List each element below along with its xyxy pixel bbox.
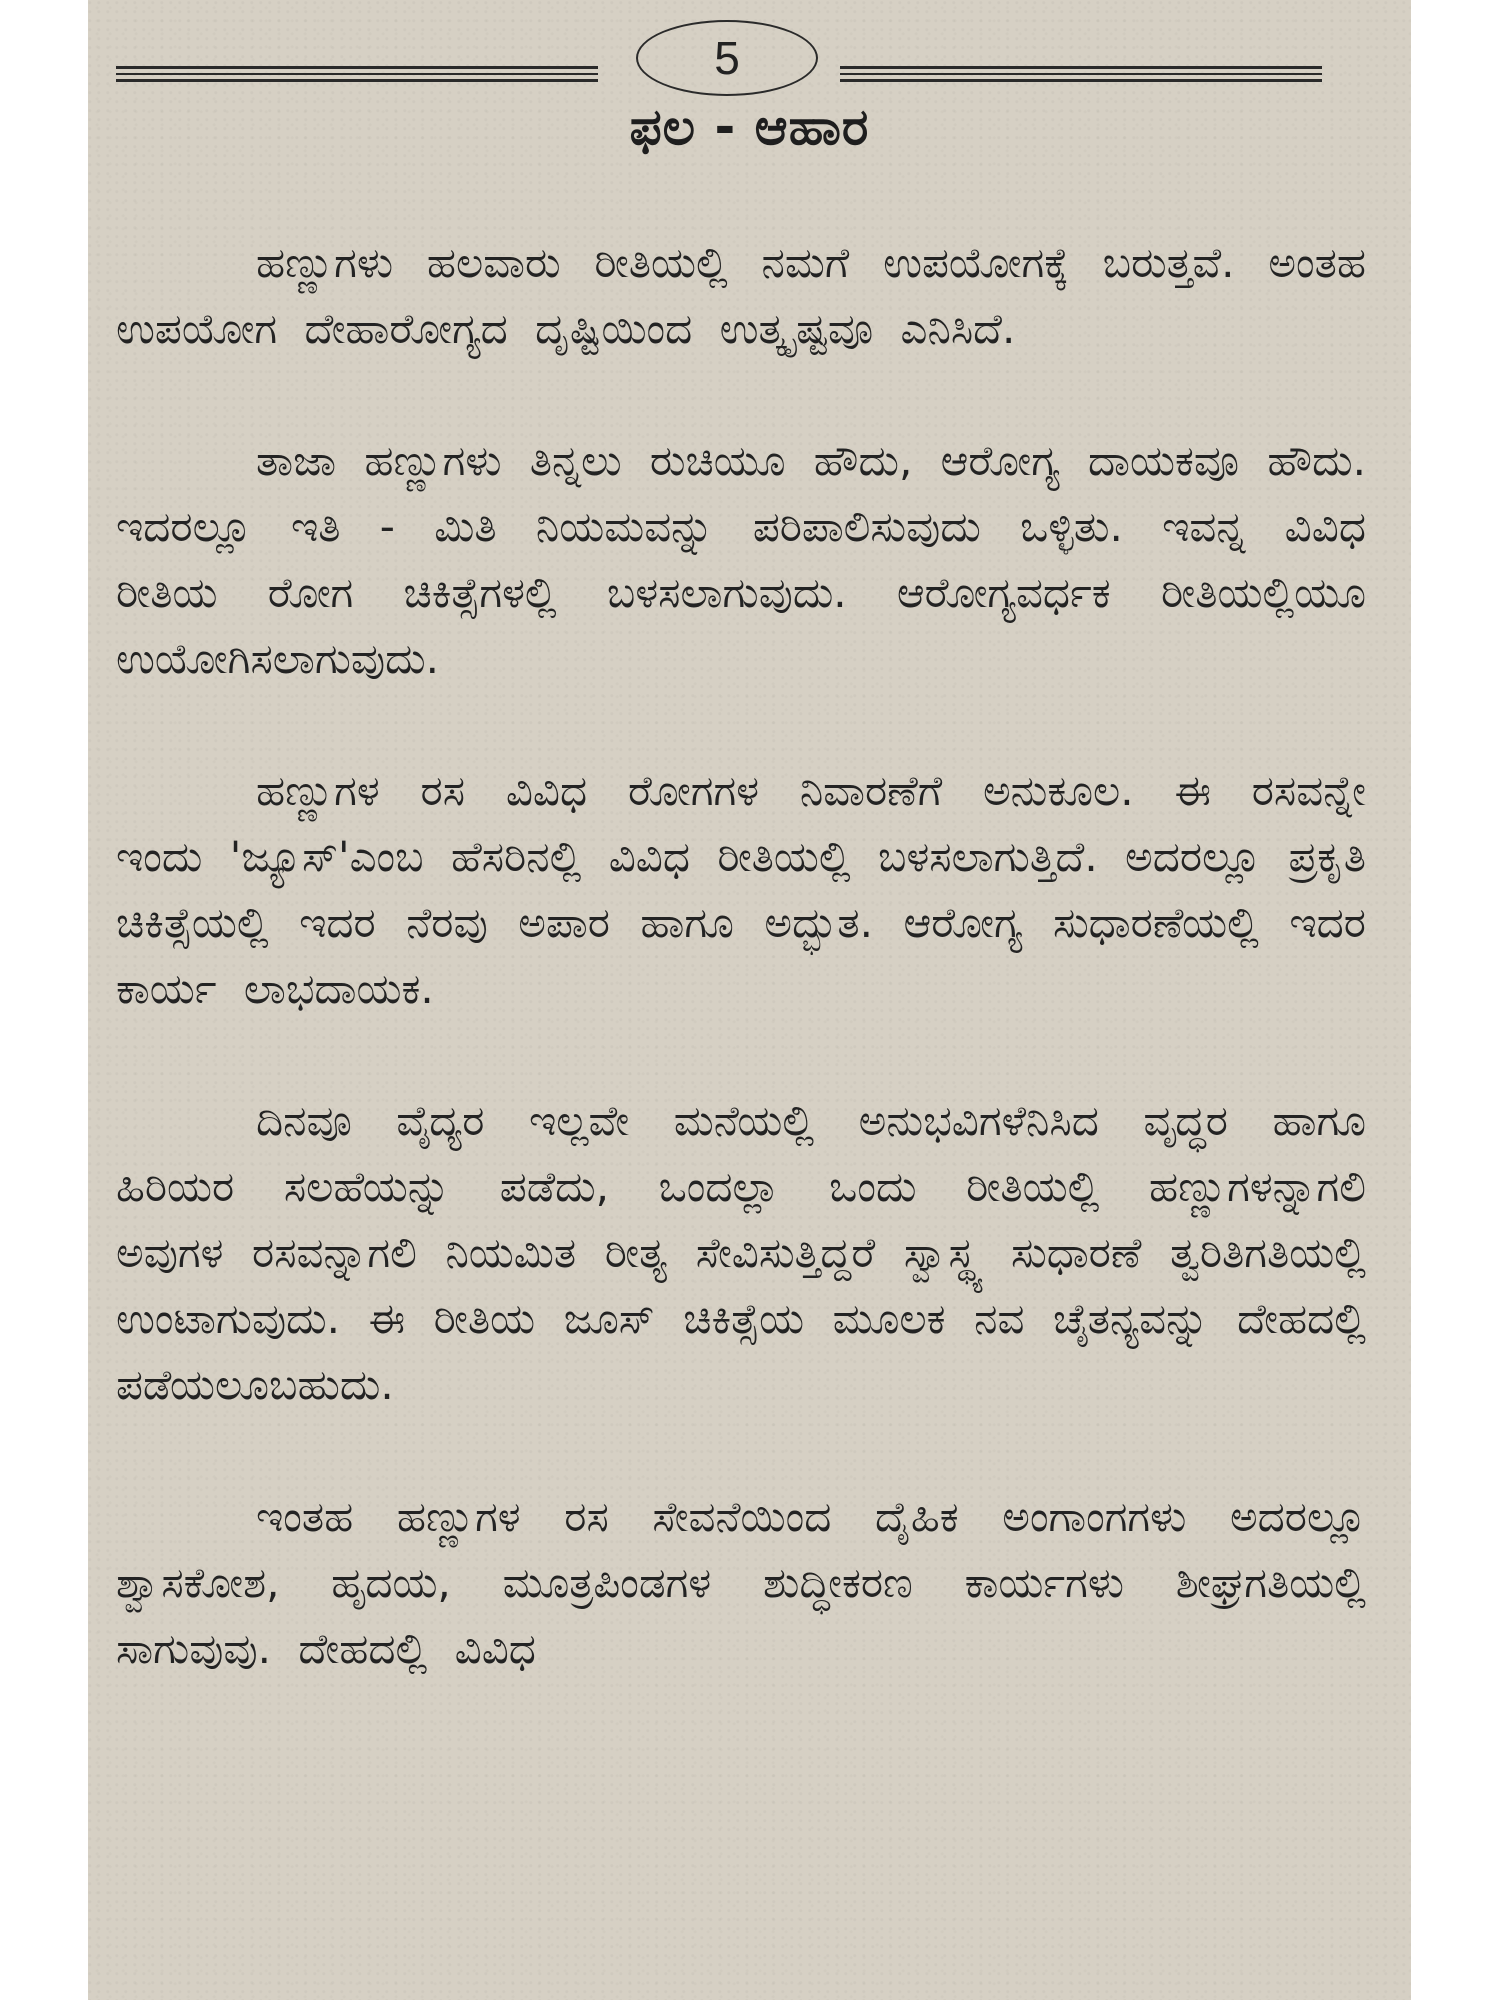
paragraph-3: ಹಣ್ಣುಗಳ ರಸ ವಿವಿಧ ರೋಗಗಳ ನಿವಾರಣೆಗೆ ಅನುಕೂಲ. ಈ ರಸವನ್ನೇ ಇಂದು 'ಜ್ಯೂಸ್'ಎಂಬ ಹೆಸರಿನಲ್ಲಿ ವಿವಿಧ ರೀತಿಯಲ್ಲಿ ಬಳಸಲಾಗುತ್ತಿದೆ. ಅದರಲ್ಲೂ ಪ್ರಕೃತಿ ಚಿಕಿತ್ಸೆಯಲ್ಲಿ ಇದರ ನೆರವು ಅಪಾರ ಹಾಗೂ ಅದ್ಭುತ. ಆರೋಗ್ಯ ಸುಧಾರಣೆಯಲ್ಲಿ ಇದರ ಕಾರ್ಯ ಲಾಭದಾಯಕ. (116, 766, 1366, 1013)
header-rule-right (840, 62, 1322, 88)
page-number: 5 (636, 20, 818, 96)
book-page (88, 0, 1411, 2000)
paragraph-1: ಹಣ್ಣುಗಳು ಹಲವಾರು ರೀತಿಯಲ್ಲಿ ನಮಗೆ ಉಪಯೋಗಕ್ಕೆ ಬರುತ್ತವೆ. ಅಂತಹ ಉಪಯೋಗ ದೇಹಾರೋಗ್ಯದ ದೃಷ್ಟಿಯಿಂದ ಉತ್ಕೃಷ್ಟವೂ ಎನಿಸಿದೆ. (116, 238, 1366, 353)
header-rule-left (116, 62, 598, 88)
paragraph-4: ದಿನವೂ ವೈದ್ಯರ ಇಲ್ಲವೇ ಮನೆಯಲ್ಲಿ ಅನುಭವಿಗಳೆನಿಸಿದ ವೃದ್ಧರ ಹಾಗೂ ಹಿರಿಯರ ಸಲಹೆಯನ್ನು ಪಡೆದು, ಒಂದಲ್ಲಾ ಒಂದು ರೀತಿಯಲ್ಲಿ ಹಣ್ಣುಗಳನ್ನಾಗಲಿ ಅವುಗಳ ರಸವನ್ನಾಗಲಿ ನಿಯಮಿತ ರೀತ್ಯ ಸೇವಿಸುತ್ತಿದ್ದರೆ ಸ್ವಾಸ್ಥ್ಯ ಸುಧಾರಣೆ ತ್ವರಿತಿಗತಿಯಲ್ಲಿ ಉಂಟಾಗುವುದು. ಈ ರೀತಿಯ ಜೂಸ್ ಚಿಕಿತ್ಸೆಯ ಮೂಲಕ ನವ ಚೈತನ್ಯವನ್ನು ದೇಹದಲ್ಲಿ ಪಡೆಯಲೂಬಹುದು. (116, 1096, 1366, 1409)
paragraph-2: ತಾಜಾ ಹಣ್ಣುಗಳು ತಿನ್ನಲು ರುಚಿಯೂ ಹೌದು, ಆರೋಗ್ಯ ದಾಯಕವೂ ಹೌದು. ಇದರಲ್ಲೂ ಇತಿ - ಮಿತಿ ನಿಯಮವನ್ನು ಪರಿಪಾಲಿಸುವುದು ಒಳ್ಳಿತು. ಇವನ್ನ ವಿವಿಧ ರೀತಿಯ ರೋಗ ಚಿಕಿತ್ಸೆಗಳಲ್ಲಿ ಬಳಸಲಾಗುವುದು. ಆರೋಗ್ಯವರ್ಧಕ ರೀತಿಯಲ್ಲಿಯೂ ಉಯೋಗಿಸಲಾಗುವುದು. (116, 436, 1366, 683)
page-title: ಫಲ - ಆಹಾರ (629, 98, 870, 156)
body-text (116, 230, 1366, 1748)
paragraph-5: ಇಂತಹ ಹಣ್ಣುಗಳ ರಸ ಸೇವನೆಯಿಂದ ದೈಹಿಕ ಅಂಗಾಂಗಗಳು ಅದರಲ್ಲೂ ಶ್ವಾಸಕೋಶ, ಹೃದಯ, ಮೂತ್ರಪಿಂಡಗಳ ಶುದ್ಧೀಕರಣ ಕಾರ್ಯಗಳು ಶೀಘ್ರಗತಿಯಲ್ಲಿ ಸಾಗುವುವು. ದೇಹದಲ್ಲಿ ವಿವಿಧ (116, 1492, 1366, 1673)
